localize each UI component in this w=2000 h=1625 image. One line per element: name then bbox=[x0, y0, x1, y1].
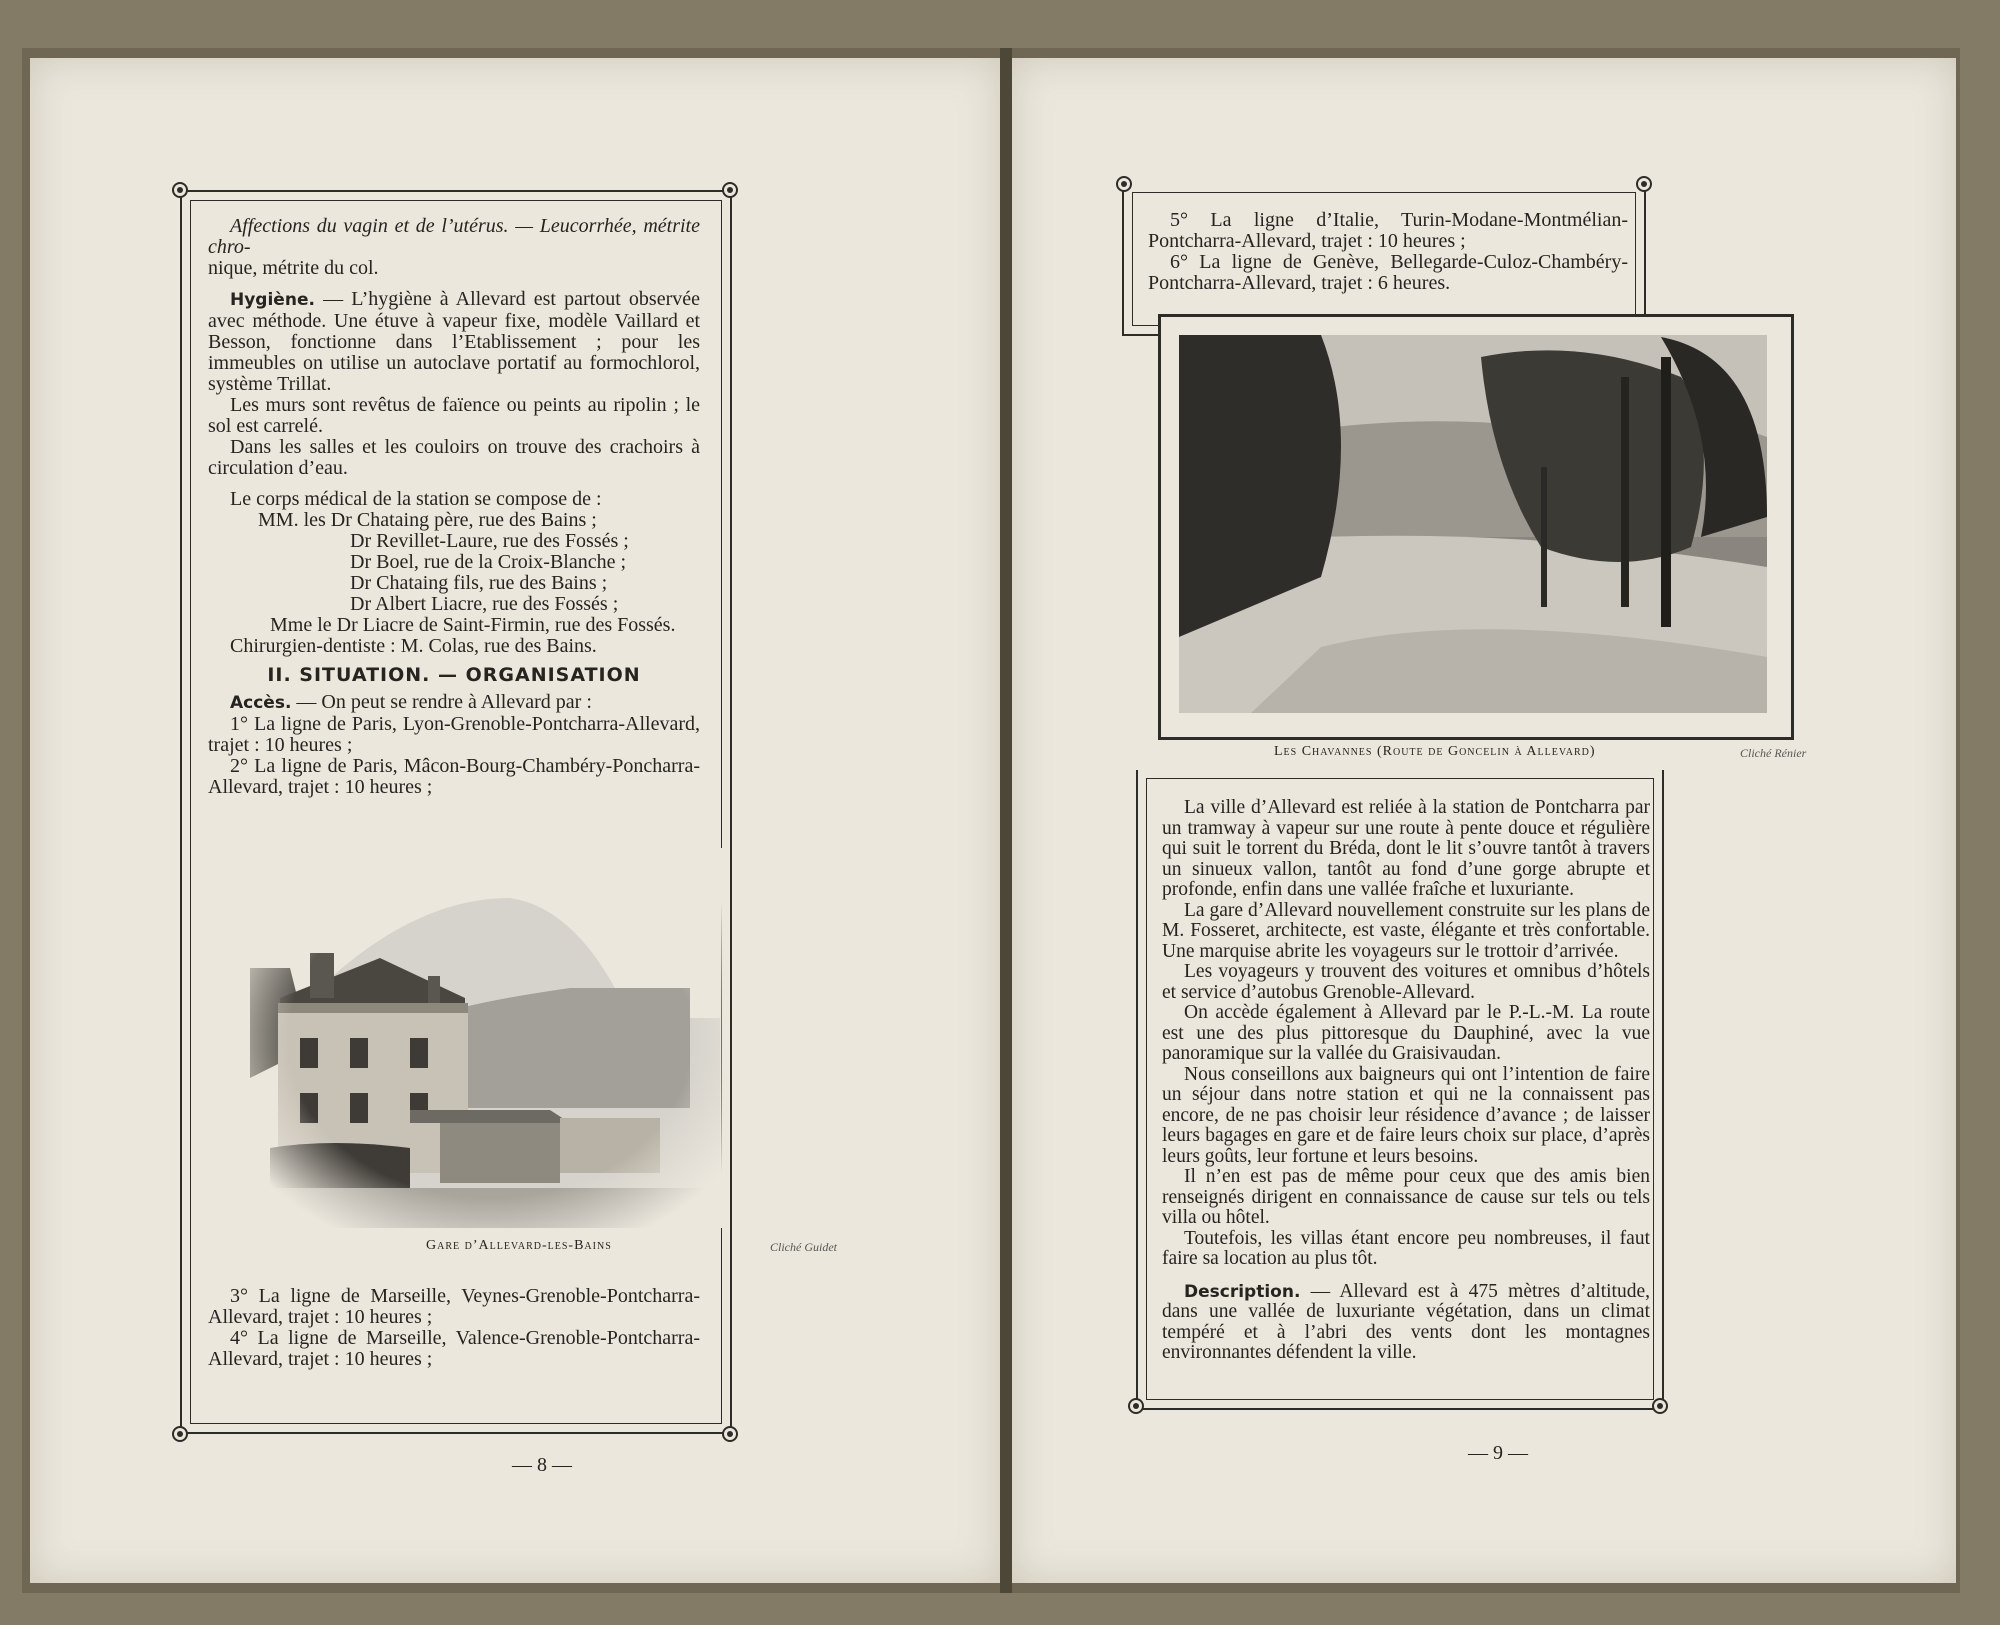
ligne-1: 1° La ligne de Paris, Lyon-Grenoble-Pontcharra-Allevard, trajet : 10 heures ; bbox=[208, 713, 700, 756]
doctor-line: Dr Revillet-Laure, rue des Fossés ; bbox=[350, 530, 629, 552]
hygiene-text: — L’hygiène à Allevard est partout observée avec méthode. Une étuve à vapeur fixe, modèle Vaillard et Besson, fonctionne dans l’Etablissement ; pour les immeubles on utilise un autoclave portatif au formochlorol, système Trillat. bbox=[208, 288, 700, 395]
description-text: — Allevard est à 475 mètres d’altitude, dans une vallée de luxuriante végétation, dans un climat tempéré et à l’abri des vents dont les montagnes environnantes défendent la ville. bbox=[1162, 1280, 1650, 1363]
salles-paragraph: Dans les salles et les couloirs on trouve des crachoirs à circulation d’eau. bbox=[208, 436, 700, 479]
paragraph-voyageurs: Les voyageurs y trouvent des voitures et omnibus d’hôtels et service d’autobus Grenoble-Allevard. bbox=[1162, 961, 1650, 1003]
paragraph-plm: On accède également à Allevard par le P.-L.-M. La route est une des plus pittoresque du Dauphiné, avec la vue panoramique sur la vallée du Graisivaudan. bbox=[1162, 1002, 1650, 1064]
book-gutter bbox=[1000, 48, 1012, 1593]
chavannes-photo-caption: Les Chavannes (Route de Goncelin à Allevard) bbox=[1274, 744, 1596, 759]
dentist-line: Chirurgien-dentiste : M. Colas, rue des Bains. bbox=[230, 635, 597, 657]
left-text-bottom bbox=[208, 1286, 700, 1370]
paragraph-tramway: La ville d’Allevard est reliée à la station de Pontcharra par un tramway à vapeur sur une route à pente douce et régulière qui suit le torrent du Bréda, dont le lit s’ouvre tantôt à travers un sinueux vallon, tantôt au fond d’une gorge abrupte et profonde, enfin dans une vallée fraîche et luxuriante. bbox=[1162, 797, 1650, 900]
section-heading: II. SITUATION. — ORGANISATION bbox=[267, 664, 641, 686]
corner-ornament bbox=[1652, 1398, 1668, 1414]
paragraph-gare: La gare d’Allevard nouvellement construite sur les plans de M. Fosseret, architecte, est vaste, élégante et très confortable. Une marquise abrite les voyageurs sur le trottoir d’arrivée. bbox=[1162, 899, 1650, 962]
ligne-6: 6° La ligne de Genève, Bellegarde-Culoz-Chambéry-Pontcharra-Allevard, trajet : 6 heures. bbox=[1148, 251, 1628, 294]
affections-line: Affections du vagin et de l’utérus. — Leucorrhée, métrite chro- bbox=[208, 215, 700, 258]
page-left bbox=[30, 58, 1000, 1583]
chavannes-photo bbox=[1158, 314, 1794, 740]
doctor-line: Dr Boel, rue de la Croix-Blanche ; bbox=[350, 551, 627, 573]
page-right bbox=[1012, 58, 1956, 1583]
description-label: Description. bbox=[1184, 1281, 1301, 1302]
doctor-line: Mme le Dr Liacre de Saint-Firmin, rue des Fossés. bbox=[270, 614, 676, 636]
corner-ornament bbox=[172, 1426, 188, 1442]
ligne-3: 3° La ligne de Marseille, Veynes-Grenoble-Pontcharra-Allevard, trajet : 10 heures ; bbox=[208, 1285, 700, 1328]
murs-paragraph: Les murs sont revêtus de faïence ou peints au ripolin ; le sol est carrelé. bbox=[208, 394, 700, 437]
chavannes-photo-credit: Cliché Rénier bbox=[1740, 746, 1807, 760]
ligne-5: 5° La ligne d’Italie, Turin-Modane-Montmélian-Pontcharra-Allevard, trajet : 10 heures ; bbox=[1148, 209, 1628, 252]
doctor-line: Dr Chataing fils, rue des Bains ; bbox=[350, 572, 608, 594]
corner-ornament bbox=[722, 1426, 738, 1442]
ligne-4: 4° La ligne de Marseille, Valence-Grenoble-Pontcharra-Allevard, trajet : 10 heures ; bbox=[208, 1327, 700, 1370]
acces-label: Accès. bbox=[230, 693, 292, 713]
acces-text: — On peut se rendre à Allevard par : bbox=[291, 691, 592, 713]
doctor-line: MM. les Dr Chataing père, rue des Bains ; bbox=[258, 509, 597, 531]
corner-ornament bbox=[1636, 176, 1652, 192]
left-text-top bbox=[208, 216, 700, 798]
station-illustration bbox=[250, 848, 730, 1228]
corner-ornament bbox=[722, 182, 738, 198]
description-paragraph bbox=[1162, 1282, 1650, 1364]
station-photo-caption: Gare d’Allevard-les-Bains bbox=[426, 1238, 612, 1253]
corner-ornament bbox=[172, 182, 188, 198]
affections-line-2: nique, métrite du col. bbox=[208, 257, 379, 279]
corner-ornament bbox=[1116, 176, 1132, 192]
station-photo bbox=[250, 848, 730, 1228]
hygiene-label: Hygiène. bbox=[230, 290, 315, 310]
doctor-line: Dr Albert Liacre, rue des Fossés ; bbox=[350, 593, 619, 615]
page-number-left: — 8 — bbox=[512, 1454, 572, 1476]
corner-ornament bbox=[1128, 1398, 1144, 1414]
paragraph-location: Toutefois, les villas étant encore peu nombreuses, il faut faire sa location au plus tôt. bbox=[1162, 1227, 1650, 1269]
hygiene-paragraph bbox=[208, 289, 700, 395]
ligne-2: 2° La ligne de Paris, Mâcon-Bourg-Chambéry-Poncharra-Allevard, trajet : 10 heures ; bbox=[208, 755, 700, 798]
station-photo-credit: Cliché Guidet bbox=[770, 1240, 837, 1254]
right-text-top bbox=[1148, 210, 1628, 294]
chavannes-illustration bbox=[1161, 317, 1785, 731]
acces-paragraph bbox=[208, 692, 700, 714]
paragraph-amis: Il n’en est pas de même pour ceux que des amis bien renseignés dirigent en connaissance de cause sur tels ou tels villa ou hôtel. bbox=[1162, 1166, 1650, 1228]
page-number-right: — 9 — bbox=[1468, 1442, 1528, 1464]
corps-medical-line: Le corps médical de la station se compose de : bbox=[230, 488, 602, 510]
open-book bbox=[22, 48, 1960, 1593]
right-text-bottom bbox=[1162, 798, 1650, 1364]
paragraph-conseils: Nous conseillons aux baigneurs qui ont l’intention de faire un séjour dans notre station et qui ne la connaissent pas encore, de ne pas choisir leur résidence d’avance ; de laisser leurs bagages en gare et de faire leurs choix sur place, d’après leurs goûts, leur fortune et leurs besoins. bbox=[1162, 1063, 1650, 1167]
